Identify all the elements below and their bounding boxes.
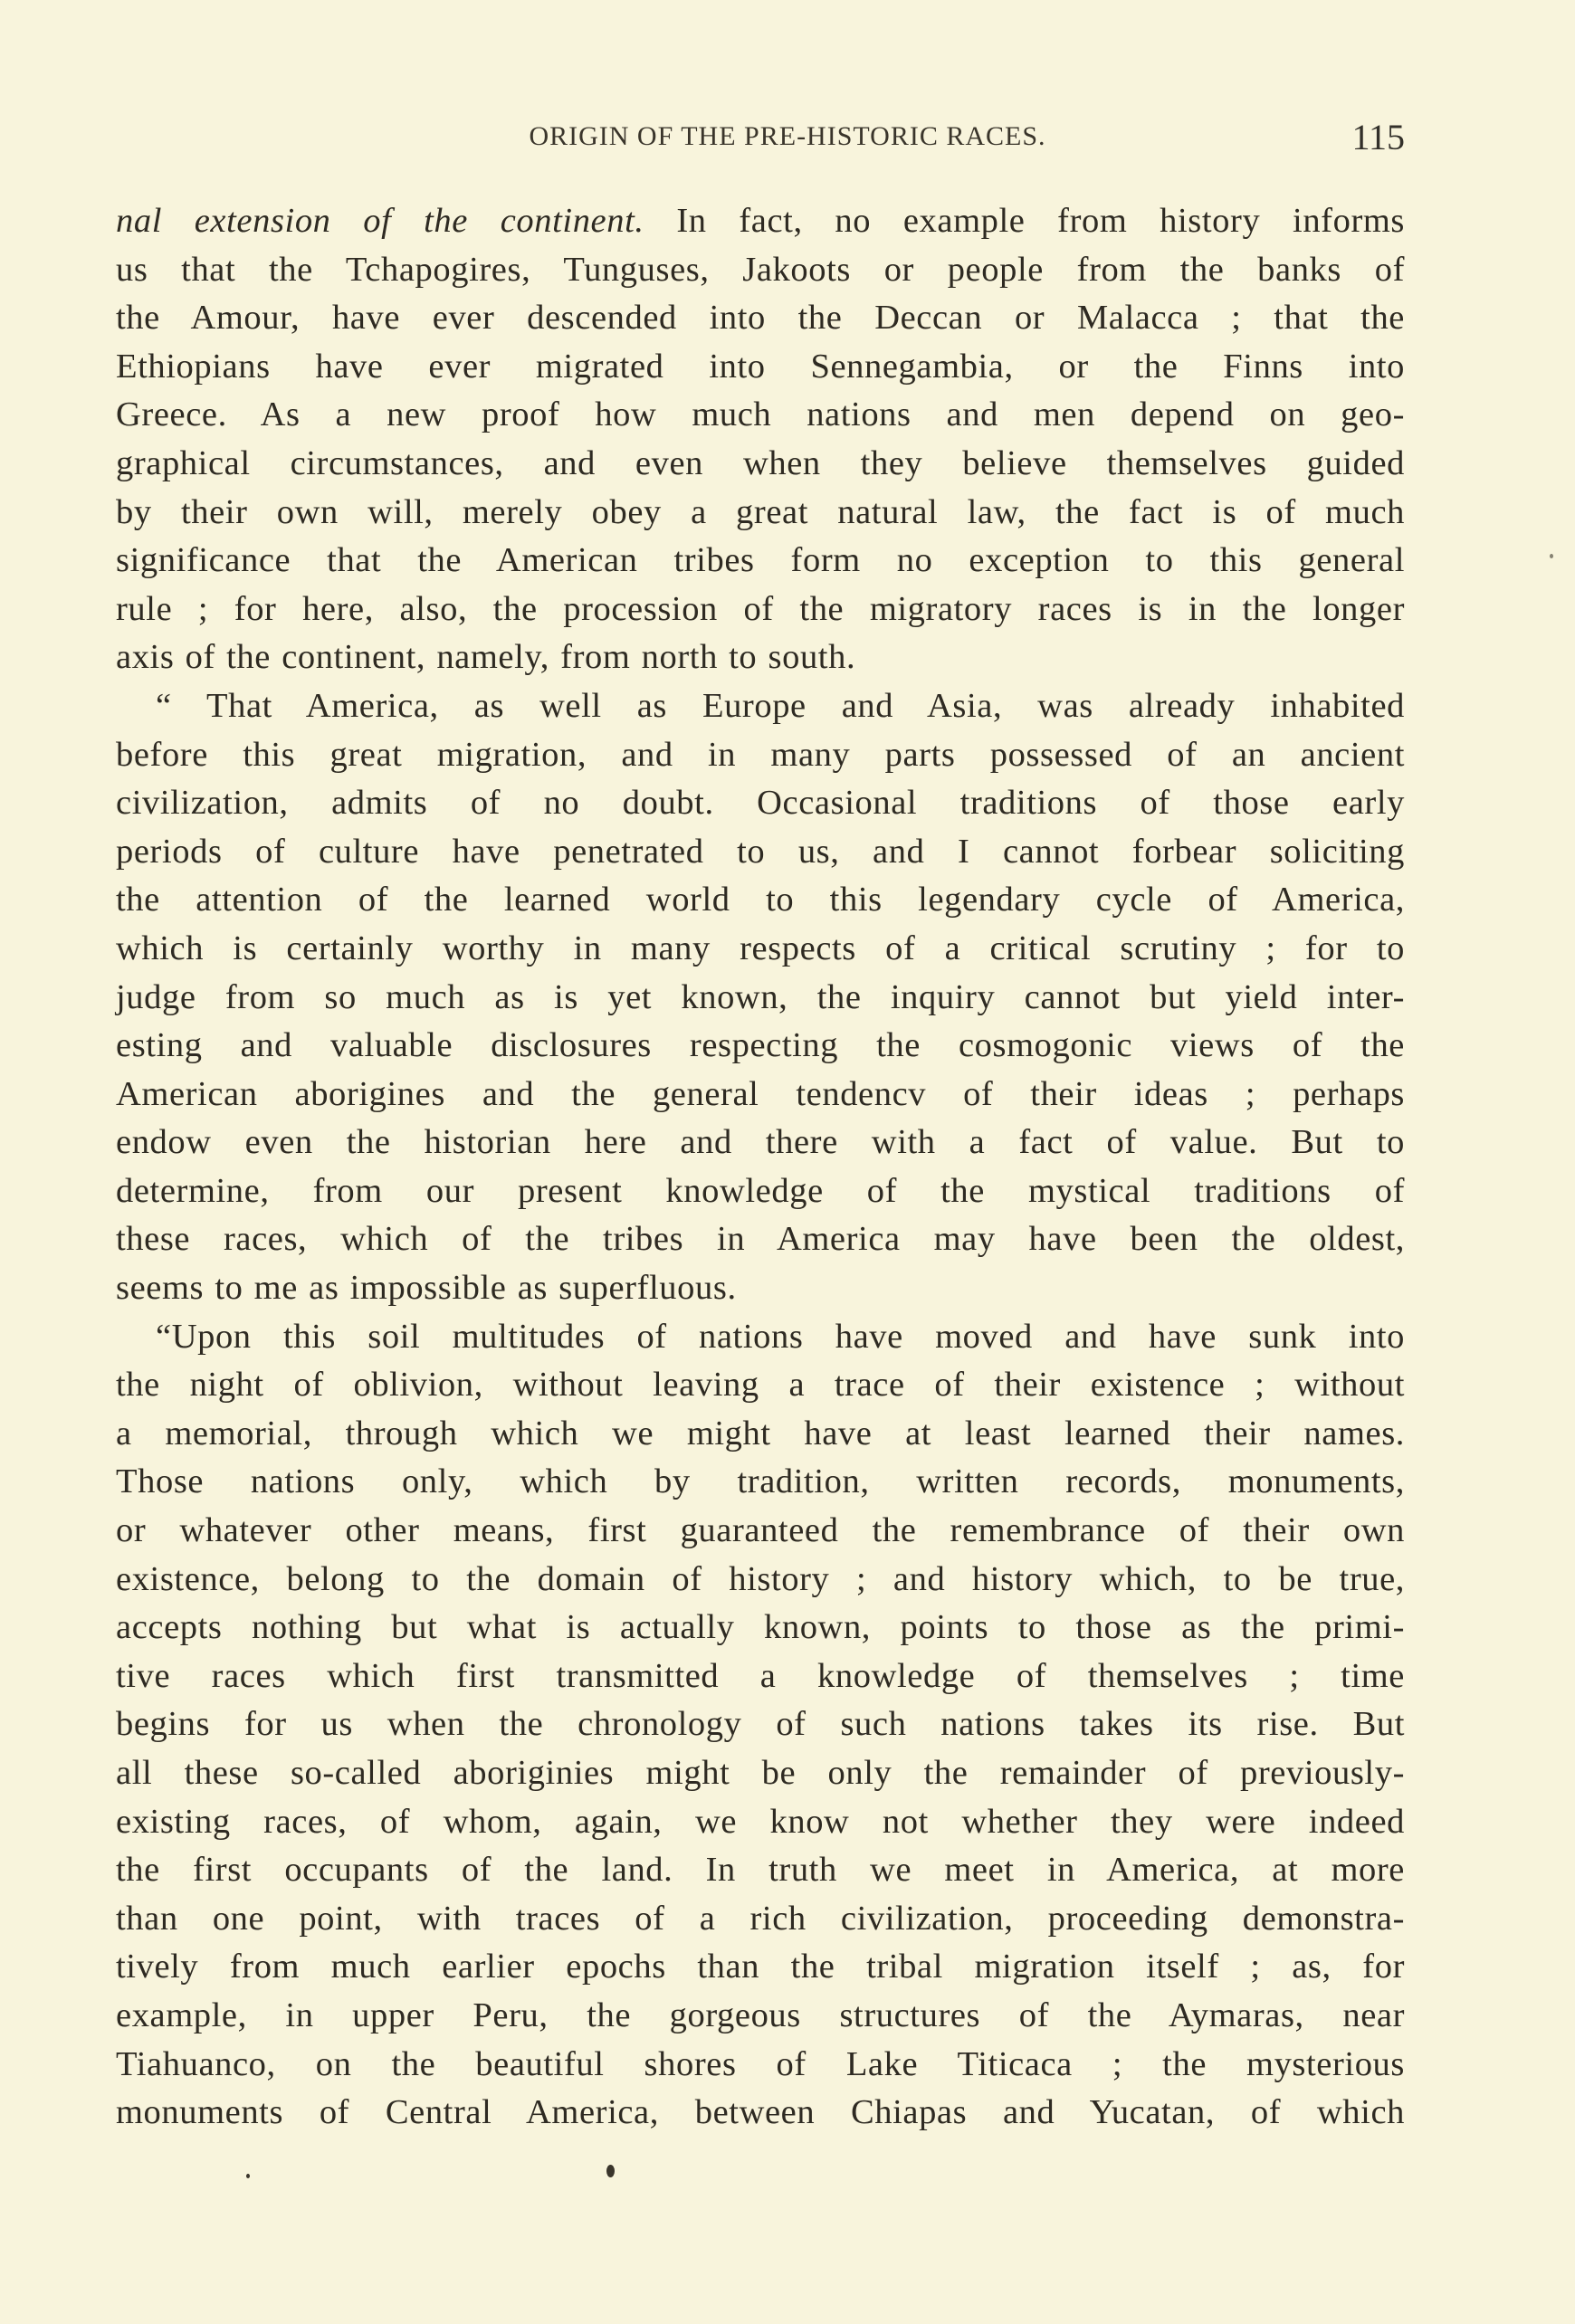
ink-speck (246, 2174, 250, 2178)
text-line: the attention of the learned world to this legendary cycle of America, (116, 881, 1405, 919)
italic-phrase: nal extension of the continent. (116, 202, 644, 240)
ink-speck (1550, 554, 1553, 558)
text-line: all these so-called aboriginies might be only the remainder of previously- (116, 1754, 1405, 1792)
text-line: graphical circumstances, and even when they believe themselves guided (116, 443, 1405, 482)
text-line: significance that the American tribes form no exception to this general (116, 541, 1405, 580)
text-line: accepts nothing but what is actually known, points to those as the primi- (116, 1608, 1405, 1647)
text-line: endow even the historian here and there with a fact of value. But to (116, 1123, 1405, 1162)
text-line: “ That America, as well as Europe and Asia, was already inhabited (156, 686, 1405, 725)
page-number: 115 (1351, 117, 1405, 157)
text-line: monuments of Central America, between Chiapas and Yucatan, of which (116, 2093, 1405, 2132)
paragraph-2 (116, 682, 1405, 1313)
text-line: than one point, with traces of a rich civilization, proceeding demonstra- (116, 1899, 1405, 1938)
text-line: tive races which first transmitted a knowledge of themselves ; time (116, 1656, 1405, 1695)
text-line: Those nations only, which by tradition, written records, monuments, (116, 1462, 1405, 1501)
text-line: existence, belong to the domain of history ; and history which, to be true, (116, 1559, 1405, 1598)
text-line: begins for us when the chronology of such nations takes its rise. But (116, 1705, 1405, 1744)
text-line: existing races, of whom, again, we know not whether they were indeed (116, 1802, 1405, 1841)
body-text (116, 197, 1405, 2138)
text-line: by their own will, merely obey a great natural law, the fact is of much (116, 492, 1405, 531)
text-line: Greece. As a new proof how much nations and men depend on geo- (116, 395, 1405, 434)
text-line: Ethiopians have ever migrated into Sennegambia, or the Finns into (116, 347, 1405, 386)
text-line (116, 197, 1405, 246)
text-line: Tiahuanco, on the beautiful shores of Lake Titicaca ; the mysterious (116, 2044, 1405, 2083)
text-line: these races, which of the tribes in America may have been the oldest, (116, 1220, 1405, 1259)
line-text: In fact, no example from history informs (644, 202, 1406, 240)
text-line: “Upon this soil multitudes of nations have moved and have sunk into (156, 1317, 1405, 1356)
running-title: ORIGIN OF THE PRE-HISTORIC RACES. (529, 121, 1046, 151)
text-line: esting and valuable disclosures respecting the cosmogonic views of the (116, 1026, 1405, 1065)
text-line: us that the Tchapogires, Tunguses, Jakoots or people from the banks of (116, 250, 1405, 289)
page-header (116, 116, 1405, 161)
paragraph-3 (116, 1313, 1405, 2138)
ink-speck (606, 2165, 615, 2177)
text-line: tively from much earlier epochs than the tribal migration itself ; as, for (116, 1948, 1405, 1986)
text-line: periods of culture have penetrated to us, and I cannot forbear soliciting (116, 832, 1405, 871)
text-line: judge from so much as is yet known, the inquiry cannot but yield inter- (116, 977, 1405, 1016)
text-line: a memorial, through which we might have at least learned their names. (116, 1414, 1405, 1452)
text-line: before this great migration, and in many parts possessed of an ancient (116, 735, 1405, 774)
text-line: rule ; for here, also, the procession of the migratory races is in the longer (116, 589, 1405, 628)
text-line: American aborigines and the general tendencv of their ideas ; perhaps (116, 1074, 1405, 1113)
text-line: seems to me as impossible as superfluous. (116, 1269, 737, 1308)
text-line: or whatever other means, first guaranteed the remembrance of their own (116, 1511, 1405, 1550)
text-line: axis of the continent, namely, from north to south. (116, 638, 856, 677)
paragraph-1 (116, 197, 1405, 682)
text-line: the night of oblivion, without leaving a trace of their existence ; without (116, 1366, 1405, 1405)
text-line: example, in upper Peru, the gorgeous structures of the Aymaras, near (116, 1995, 1405, 2034)
text-line: the Amour, have ever descended into the Deccan or Malacca ; that the (116, 299, 1405, 338)
text-line: the first occupants of the land. In truth we meet in America, at more (116, 1851, 1405, 1890)
text-line: civilization, admits of no doubt. Occasional traditions of those early (116, 784, 1405, 823)
text-line: determine, from our present knowledge of the mystical traditions of (116, 1171, 1405, 1210)
text-line: which is certainly worthy in many respects of a critical scrutiny ; for to (116, 929, 1405, 967)
